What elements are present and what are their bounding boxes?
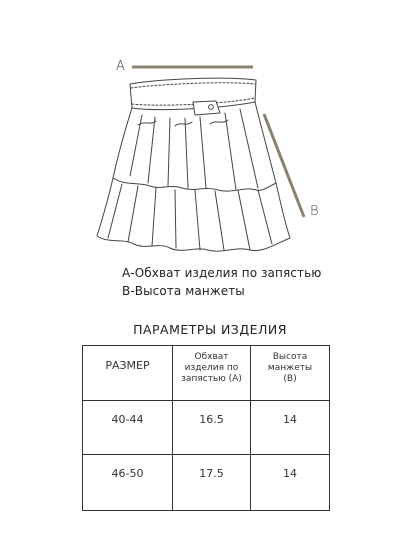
cell-circumference: 17.5 xyxy=(173,455,251,511)
size-table xyxy=(82,345,330,511)
table-row xyxy=(83,401,330,455)
cell-size: 46-50 xyxy=(83,455,173,511)
label-a: A xyxy=(116,59,125,74)
skirt-drawing xyxy=(97,78,290,251)
legend-line-a: А-Обхват изделия по запястью xyxy=(122,266,322,280)
table-row xyxy=(83,455,330,511)
label-b: B xyxy=(310,204,319,219)
table-header-row xyxy=(83,346,330,401)
header-circumference: Обхват изделия по запястью (А) xyxy=(173,346,251,401)
cell-circumference: 16.5 xyxy=(173,401,251,455)
cell-size: 40-44 xyxy=(83,401,173,455)
header-height: Высота манжеты (В) xyxy=(251,346,330,401)
cell-height: 14 xyxy=(251,455,330,511)
legend-line-b: В-Высота манжеты xyxy=(122,284,245,298)
cell-height: 14 xyxy=(251,401,330,455)
table-title: ПАРАМЕТРЫ ИЗДЕЛИЯ xyxy=(133,322,287,337)
measure-line-b xyxy=(264,114,304,217)
skirt-sketch xyxy=(0,0,420,260)
header-size: РАЗМЕР xyxy=(83,346,173,401)
